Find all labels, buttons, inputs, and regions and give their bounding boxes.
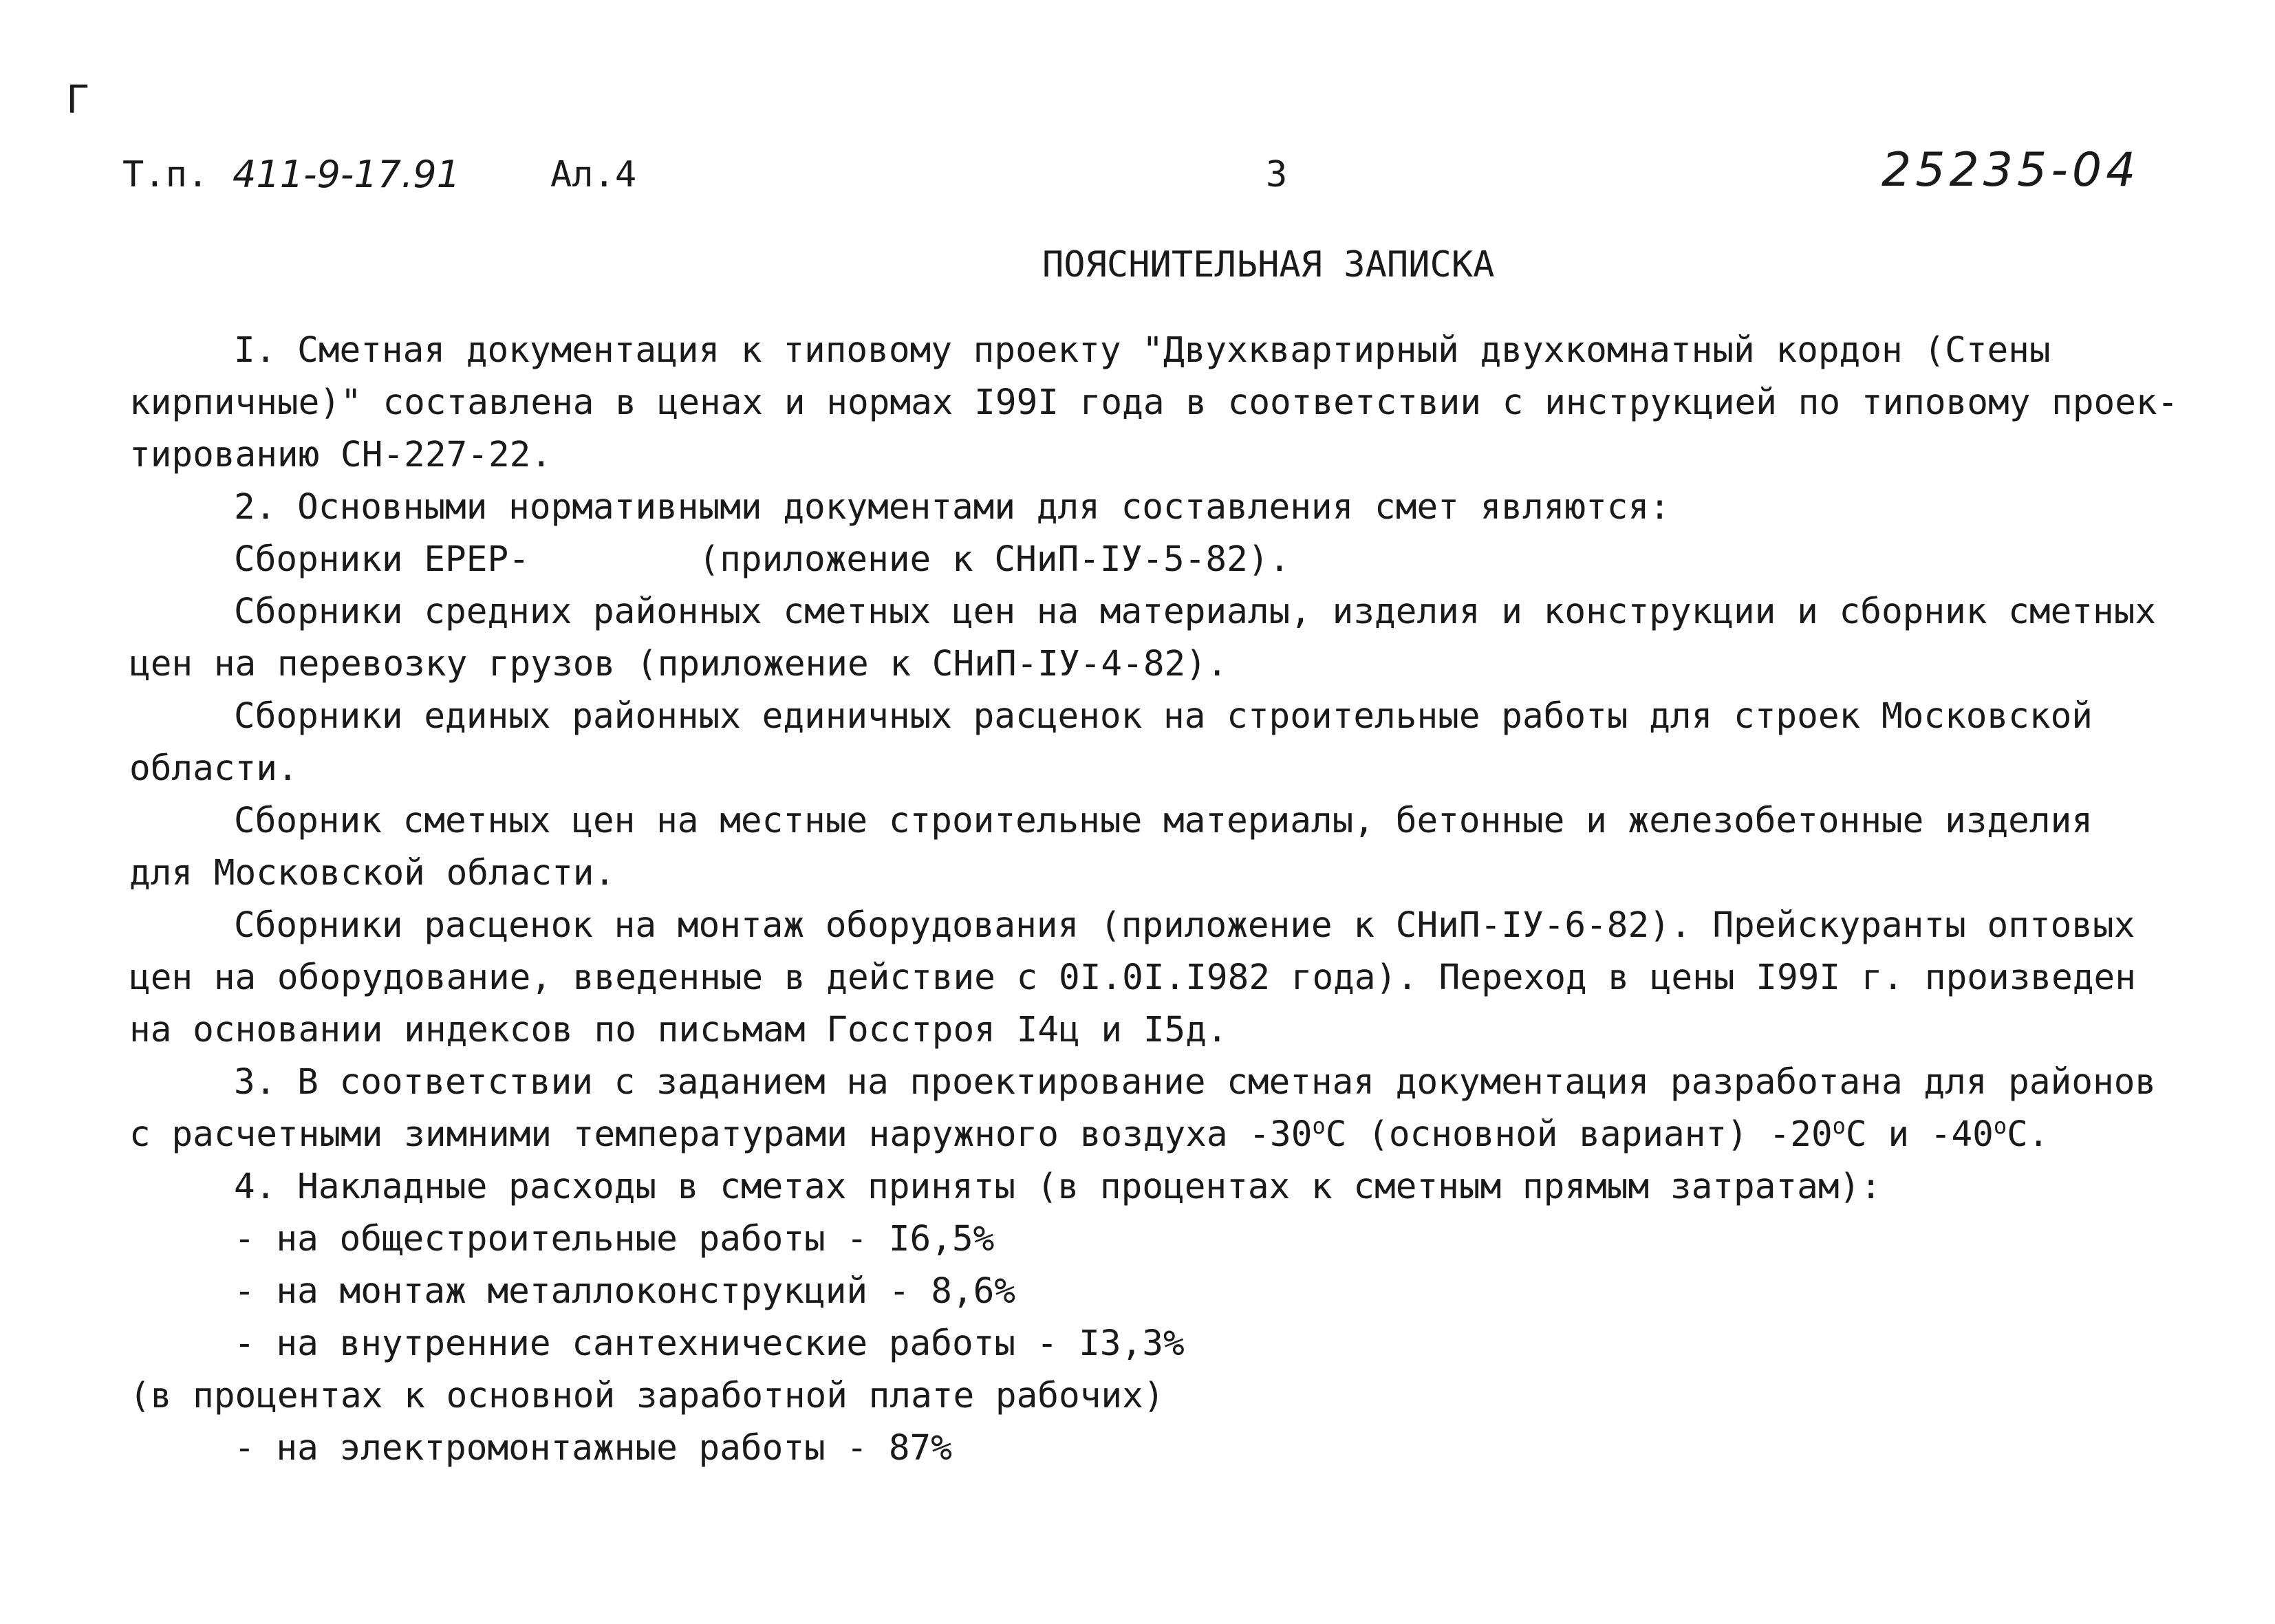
degree-sign: о [1312,1113,1326,1139]
paragraph-line: области. [129,748,299,789]
paragraph-line: кирпичные)" составлена в ценах и нормах I99I года в соответствии с инструкцией по типовому проек- [129,382,2179,423]
degree-sign: о [1993,1113,2007,1139]
degree-sign: о [1832,1113,1846,1139]
temp-text-c: С и -40 [1845,1114,1994,1155]
album-label: Ал.4 [550,154,637,195]
paragraph-line: 2. Основными нормативными документами для составления смет являются: [234,487,1670,528]
paragraph-line: Сборники ЕРЕР- (приложение к СНиП-IУ-5-82). [234,539,1291,580]
paragraph-line: тированию СН-227-22. [129,435,552,475]
overhead-item: - на общестроительные работы - I6,5% [234,1219,995,1259]
tp-prefix: Т.п. [122,154,209,195]
temp-text-a: с расчетными зимними температурами наружного воздуха -30 [129,1114,1313,1155]
paragraph-line: (в процентах к основной заработной плате рабочих) [129,1376,1165,1416]
paragraph-line: цен на перевозку грузов (приложение к СНиП-IУ-4-82). [129,644,1228,684]
overhead-item: - на внутренние сантехнические работы - I3,3% [234,1323,1185,1364]
paragraph-line: 4. Накладные расходы в сметах приняты (в процентах к сметным прямым затратам): [234,1167,1882,1207]
paragraph-line: Сборники единых районных единичных расценок на строительные работы для строек Московской [234,696,2093,737]
overhead-item: - на электромонтажные работы - 87% [234,1428,952,1469]
explanatory-note-body [129,325,2193,1475]
temp-text-d: С. [2007,1114,2049,1155]
paragraph-line: Сборник сметных цен на местные строительные материалы, бетонные и железобетонные изделия [234,801,2093,841]
page-number: 3 [1266,154,1288,195]
paragraph-line: I. Сметная документация к типовому проекту "Двухквартирный двухкомнатный кордон (Стены [234,330,2051,371]
paragraph-line-temperatures [129,1109,2193,1161]
temp-text-b: С (основной вариант) -20 [1325,1114,1833,1155]
corner-mark: Г [66,78,89,122]
overhead-item: - на монтаж металлоконструкций - 8,6% [234,1271,1016,1312]
page-header [0,143,2275,202]
tp-number: 411-9-17.91 [233,153,460,196]
paragraph-line: Сборники средних районных сметных цен на материалы, изделия и конструкции и сборник сметных [234,592,2157,632]
paragraph-line: для Московской области. [129,853,616,894]
doc-code: 25235-04 [1882,143,2140,197]
paragraph-line: цен на оборудование, введенные в действие с 0I.0I.I982 года). Переход в цены I99I г. произведен [129,957,2136,998]
page-title: ПОЯСНИТЕЛЬНАЯ ЗАПИСКА [1042,244,1495,285]
paragraph-line: Сборники расценок на монтаж оборудования (приложение к СНиП-IУ-6-82). Прейскуранты оптовых [234,905,2135,946]
paragraph-line: на основании индексов по письмам Госстроя I4ц и I5д. [129,1010,1228,1050]
paragraph-line: 3. В соответствии с заданием на проектирование сметная документация разработана для районов [234,1062,2157,1103]
